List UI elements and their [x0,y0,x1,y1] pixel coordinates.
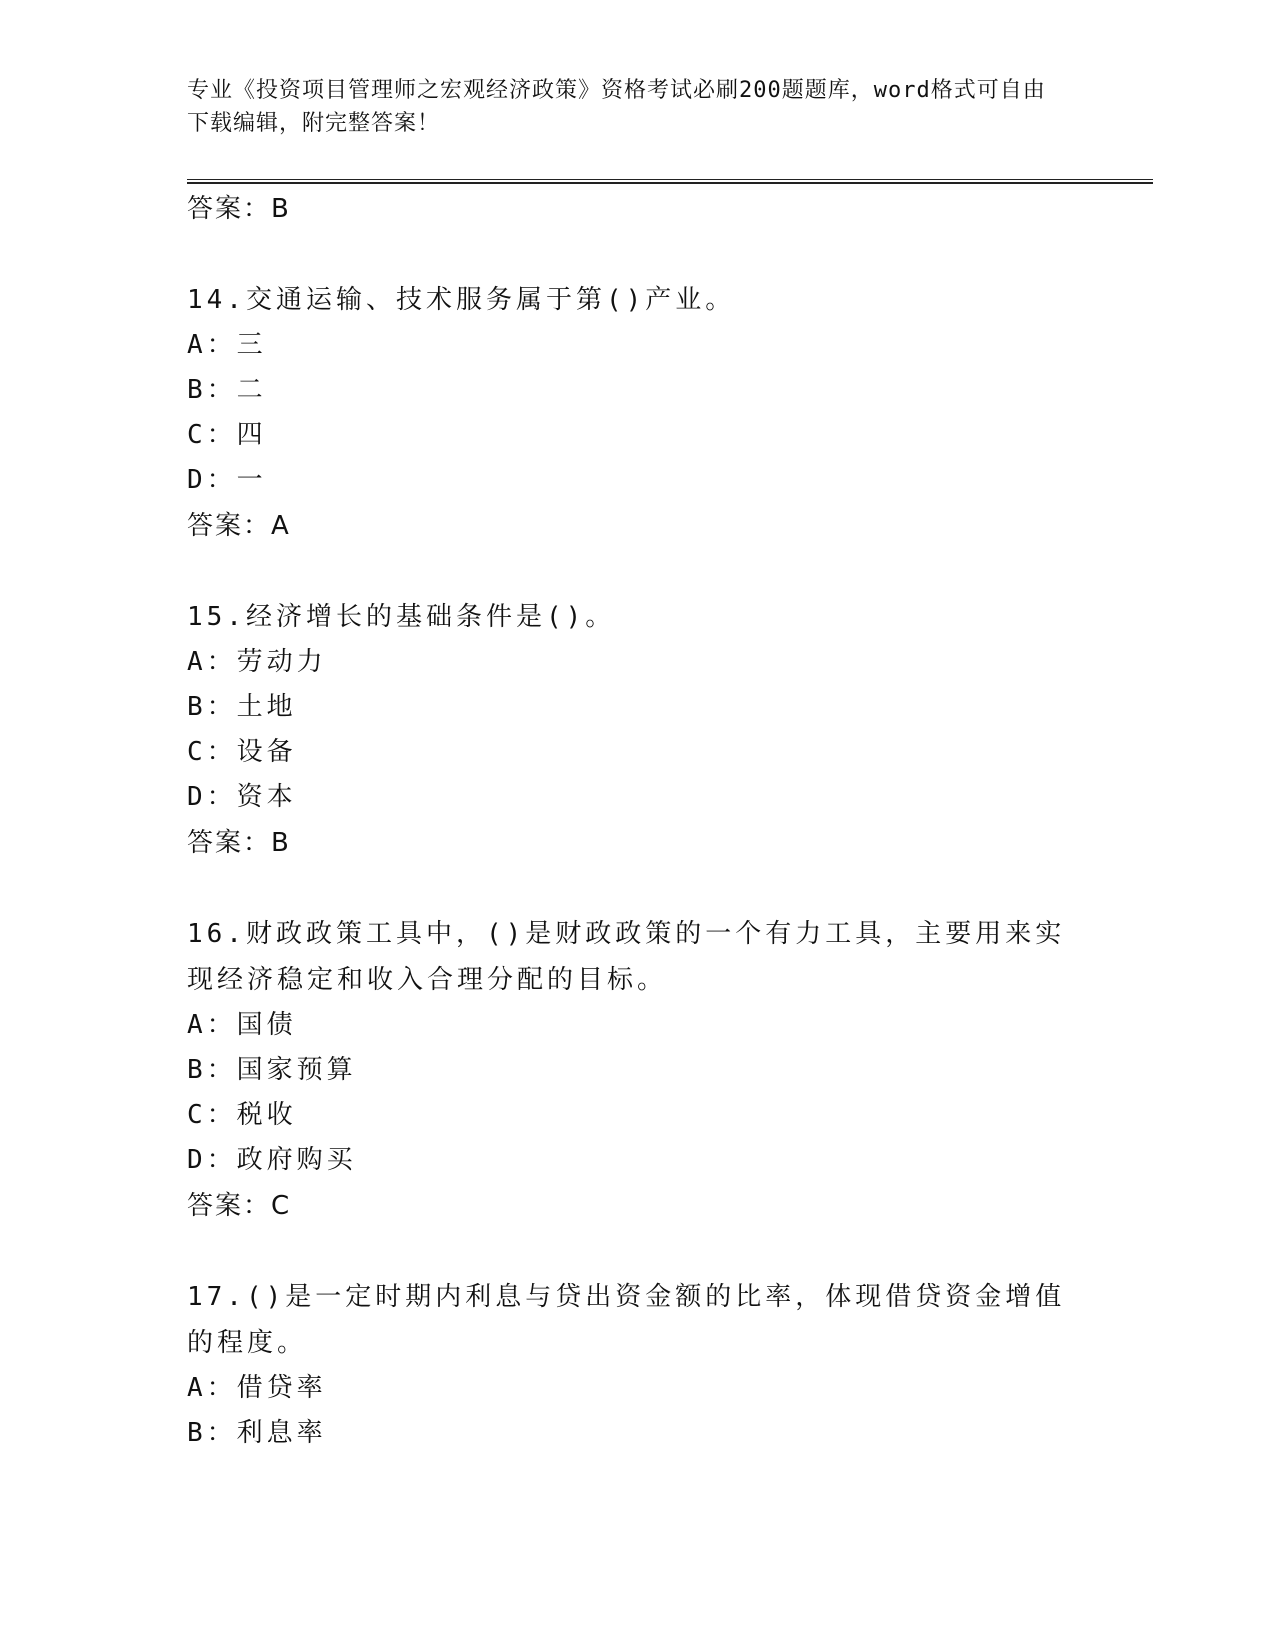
option-a: A：三 [187,330,267,360]
option-d: D：资本 [187,782,297,812]
option-d: D：一 [187,465,267,495]
header-rule-thick [187,182,1153,184]
document-header: 专业《投资项目管理师之宏观经济政策》资格考试必刷200题题库，word格式可自由下载编辑，附完整答案！ [187,78,1046,136]
option-b: B：二 [187,375,267,405]
option-c: C：税收 [187,1100,297,1130]
option-b: B：土地 [187,692,297,722]
question-stem: 16.财政政策工具中，()是财政政策的一个有力工具，主要用来实现经济稳定和收入合理分配的目标。 [187,919,1066,995]
question-17 [187,1274,1087,1456]
option-b: B：国家预算 [187,1055,357,1085]
question-stem: 17.()是一定时期内利息与贷出资金额的比率，体现借贷资金增值的程度。 [187,1282,1066,1358]
header-rule-thin [187,179,1153,180]
answer-line: 答案：B [187,828,291,858]
answer-13: 答案：B [187,194,291,224]
question-stem: 15.经济增长的基础条件是()。 [187,602,616,632]
option-d: D：政府购买 [187,1145,357,1175]
answer-line: 答案：A [187,511,291,541]
option-c: C：设备 [187,737,297,767]
option-c: C：四 [187,420,267,450]
question-16 [187,911,1087,1229]
question-14 [187,277,1087,549]
option-a: A：劳动力 [187,647,327,677]
question-15 [187,594,1087,866]
question-content [187,186,1087,1456]
option-a: A：借贷率 [187,1373,327,1403]
option-a: A：国债 [187,1010,297,1040]
question-stem: 14.交通运输、技术服务属于第()产业。 [187,285,736,315]
answer-line: 答案：C [187,1191,292,1221]
option-b: B：利息率 [187,1418,327,1448]
